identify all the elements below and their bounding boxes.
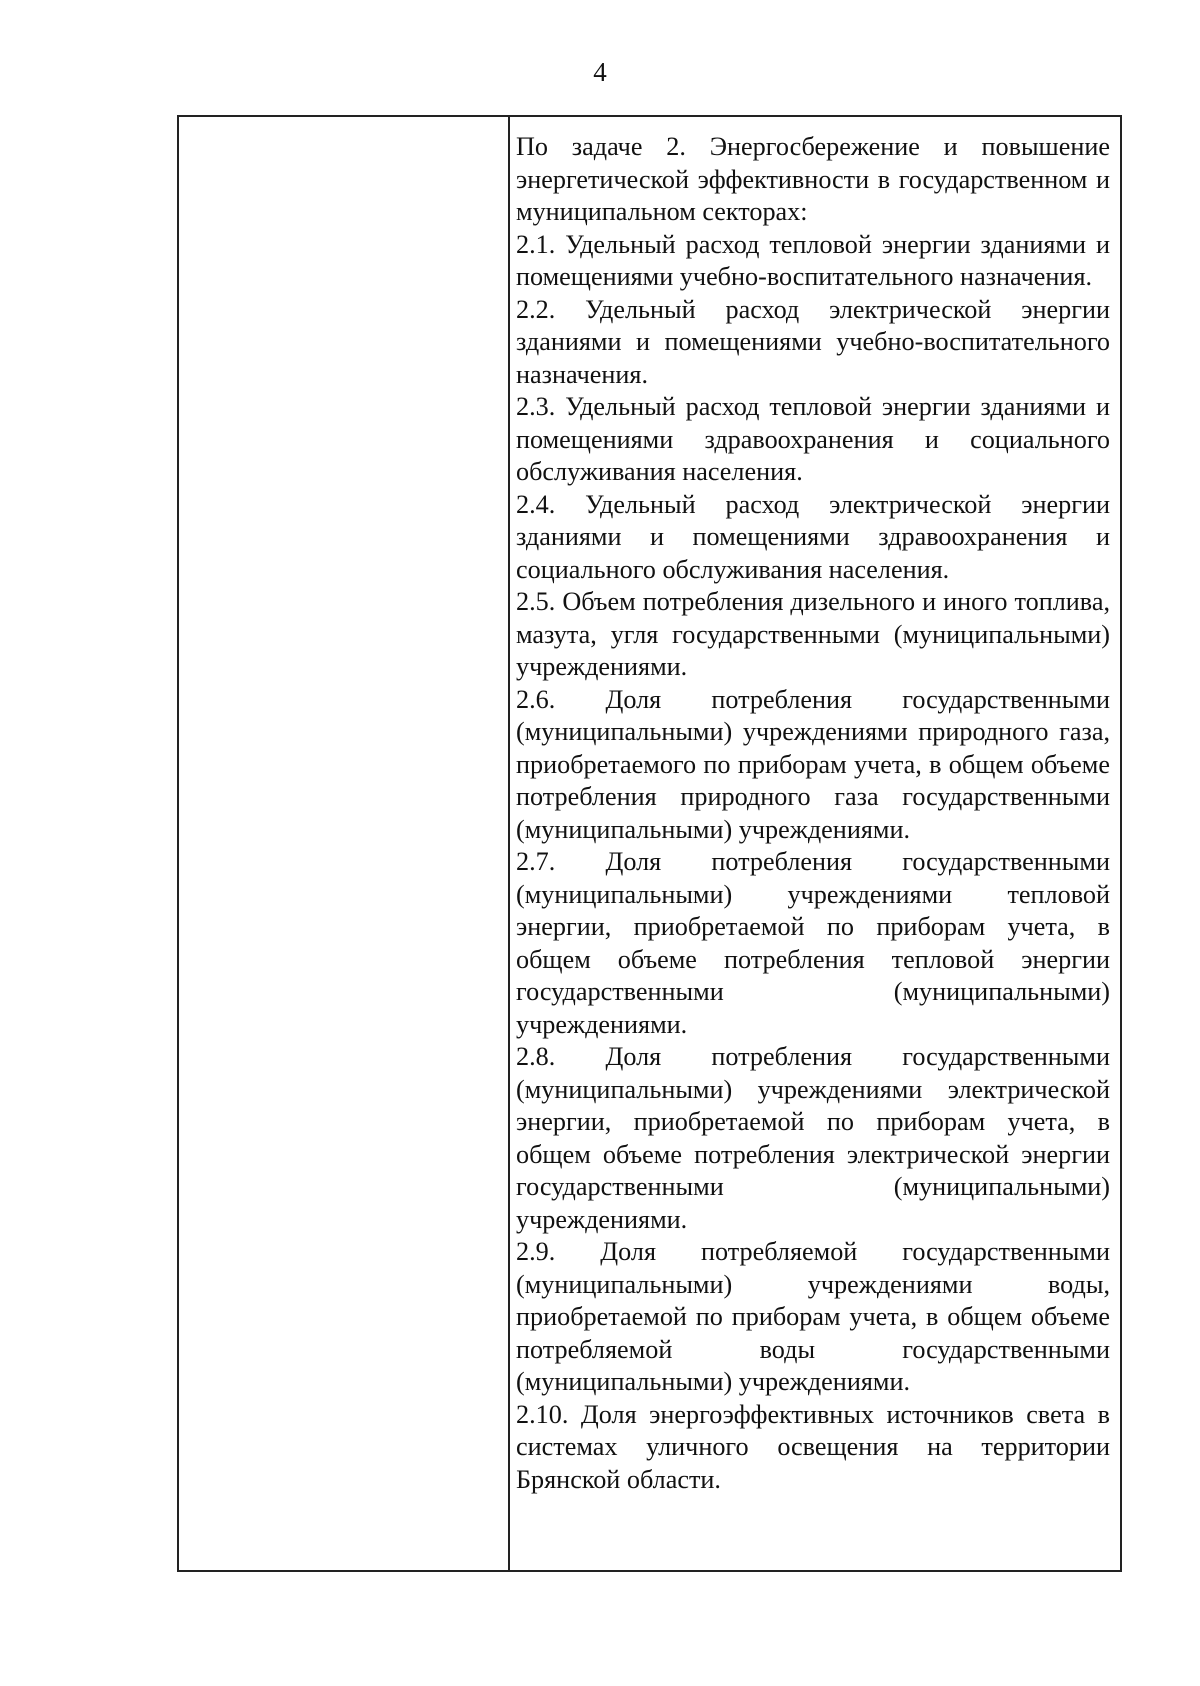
- task-heading-paragraph: По задаче 2. Энергосбережение и повышение энергетической эффективности в государственном и муниципальном секторах:: [516, 132, 1110, 226]
- indicator-2-7-paragraph: 2.7. Доля потребления государственными (муниципальными) учреждениями тепловой энергии, приобретаемой по приборам учета, в общем объеме потребления тепловой энергии государственными (муниципальными) учреждениями.: [516, 847, 1110, 1039]
- indicator-2-9-paragraph: 2.9. Доля потребляемой государственными (муниципальными) учреждениями воды, приобретаемой по приборам учета, в общем объеме потребляемой воды государственными (муниципальными) учреждениями.: [516, 1237, 1110, 1396]
- page-number: 4: [593, 57, 607, 87]
- table-cell-left: [179, 117, 510, 1570]
- indicator-2-2-paragraph: 2.2. Удельный расход электрической энергии зданиями и помещениями учебно-воспитательного назначения.: [516, 294, 1110, 389]
- document-table: [177, 115, 1122, 1572]
- indicator-2-10-paragraph: 2.10. Доля энергоэффективных источников света в системах уличного освещения на территории Брянской области.: [516, 1399, 1110, 1494]
- table-cell-right: [510, 117, 1120, 1570]
- indicator-2-1-paragraph: 2.1. Удельный расход тепловой энергии зданиями и помещениями учебно-воспитательного назначения.: [516, 229, 1110, 291]
- indicator-2-6-paragraph: 2.6. Доля потребления государственными (муниципальными) учреждениями природного газа, приобретаемого по приборам учета, в общем объеме потребления природного газа государственными (муниципальными) учреждениями.: [516, 684, 1110, 844]
- indicator-2-4-paragraph: 2.4. Удельный расход электрической энергии зданиями и помещениями здравоохранения и социального обслуживания населения.: [516, 489, 1110, 584]
- indicator-2-3-paragraph: 2.3. Удельный расход тепловой энергии зданиями и помещениями здравоохранения и социального обслуживания населения.: [516, 392, 1110, 486]
- indicator-2-8-paragraph: 2.8. Доля потребления государственными (муниципальными) учреждениями электрической энергии, приобретаемой по приборам учета, в общем объеме потребления электрической энергии государственными (муниципальными) учреждениями.: [516, 1042, 1110, 1234]
- indicator-2-5-paragraph: 2.5. Объем потребления дизельного и иного топлива, мазута, угля государственными (муниципальными) учреждениями.: [516, 587, 1110, 681]
